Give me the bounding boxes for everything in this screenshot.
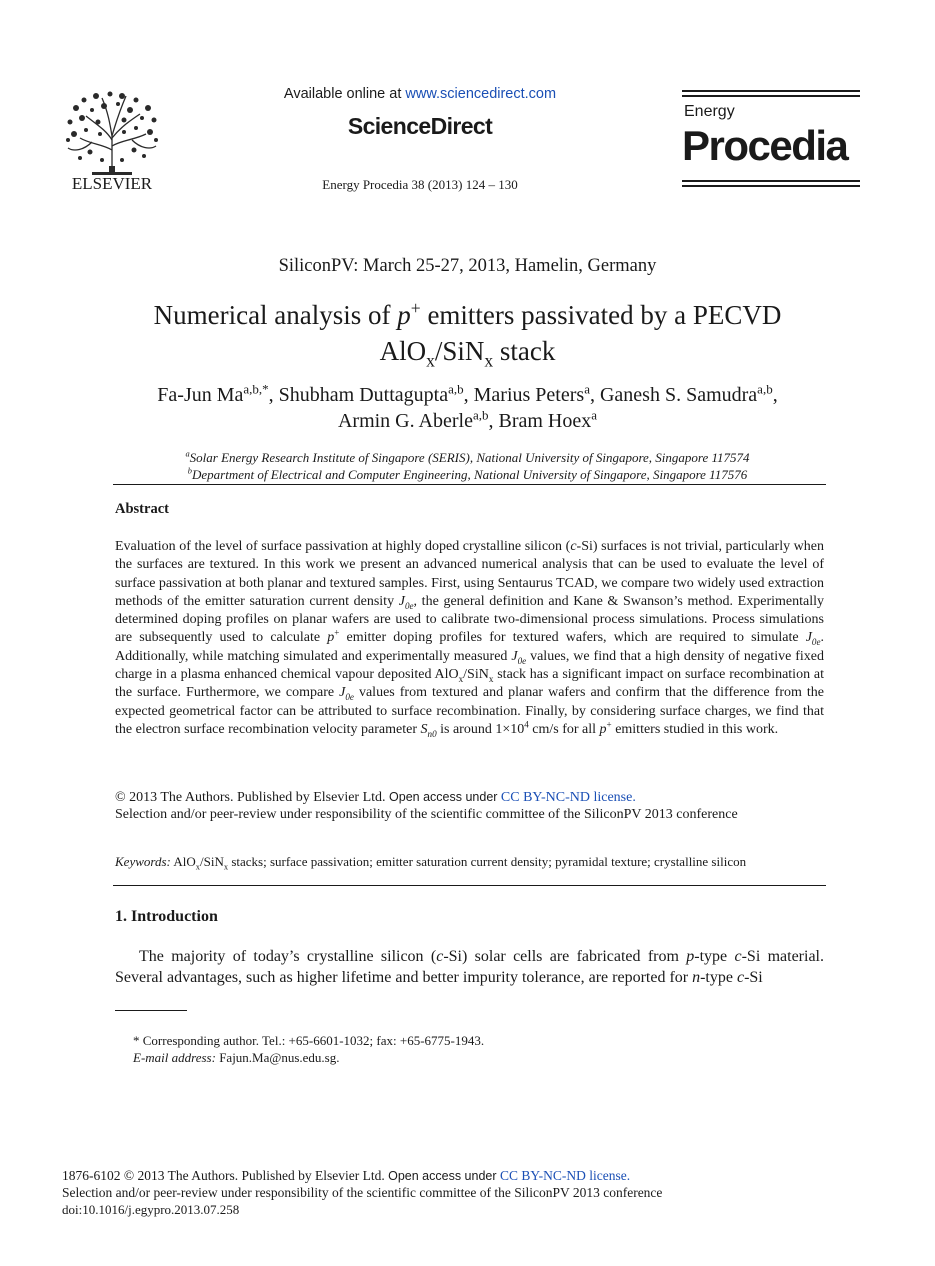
- logo-rule-bottom-1: [682, 180, 860, 182]
- author-name: Armin G. Aberle: [337, 410, 473, 432]
- title-text: /SiN: [434, 336, 485, 366]
- energy-procedia-logo: [682, 88, 860, 192]
- available-online-line: [200, 86, 640, 102]
- footnote-corresponding: * Corresponding author. Tel.: +65-6601-1032; fax: +65-6775-1943.: [133, 1033, 485, 1048]
- abstract-body: Evaluation of the level of surface passivation at highly doped crystalline silicon (c-Si) surfaces is not trivial, particularly when the surfaces are textured. In this work we present an advanced numerical analysis that can be used to evaluate the level of surface passivation at both planar and textured samples. First, using Sentaurus TCAD, we compare two widely used extraction methods of the emitter saturation current density $J_{0e}$, the general definition and Kane & Swanson’s method. Experimentally determined doping profiles on planar wafers are used to calibrate two-dimensional process simulations. Process simulations are subsequently used to calculate p+ emitter doping profiles for textured wafers, which are required to simulate $J_{0e}$. Additionally, while matching simulated and experimentally measured $J_{0e}$ values, we find that a high density of negative fixed charge in a plasma enhanced chemical vapour deposited AlO$_x$/SiN$_x$ stack has a significant impact on surface recombination at the surface. Furthermore, we compare $J_{0e}$ values from textured and planar wafers and confirm that the difference from the expected geometrical factor can be attributed to surface recombination. Finally, by considering surface charges, we find that the electron surface recombination velocity parameter $S_{n0}$ is around $1\times 10^4$ cm/s for all p+ emitters studied in this work.: [115, 539, 825, 739]
- introduction-paragraph: The majority of today’s crystalline silicon (c-Si) solar cells are fabricated from p-type c-Si material. Several advantages, such as higher lifetime and better impurity tolerance, are reported for n-type c-Si: [115, 948, 825, 986]
- paper-title-line-2: [0, 336, 935, 371]
- divider-top: [113, 484, 826, 485]
- author-affiliation: a: [591, 407, 598, 423]
- conference-line: SiliconPV: March 25-27, 2013, Hamelin, Germany: [278, 256, 657, 276]
- section-heading-introduction: 1. Introduction: [115, 908, 218, 925]
- license-link[interactable]: CC BY-NC-ND license.: [500, 790, 636, 805]
- author-affiliation: a,b: [757, 381, 773, 397]
- footer-peer-review: Selection and/or peer-review under responsibility of the scientific committee of the SiliconPV 2013 conference: [62, 1185, 663, 1200]
- logo-rule-top-1: [682, 90, 860, 92]
- author-affiliation: a,b: [472, 407, 489, 423]
- logo-energy-text: Energy: [684, 103, 735, 120]
- footnote-email: [133, 1050, 340, 1066]
- footer-copyright: [62, 1168, 630, 1184]
- journal-reference: Energy Procedia 38 (2013) 124 – 130: [322, 177, 518, 192]
- title-text: Numerical analysis of: [153, 300, 398, 330]
- author-name: Bram Hoex: [498, 410, 592, 432]
- affiliation-a: [0, 450, 935, 466]
- affiliation-mark: b: [187, 465, 192, 476]
- keywords-label: Keywords:: [115, 854, 171, 869]
- footnote-rule: [115, 1010, 187, 1011]
- author-name: Shubham Duttagupta: [278, 384, 449, 406]
- peer-review-line: Selection and/or peer-review under responsibility of the scientific committee of the SiliconPV 2013 conference: [115, 807, 738, 822]
- title-text: AlO: [379, 336, 427, 366]
- affiliation-text: Solar Energy Research Institute of Singapore (SERIS), National University of Singapore, Singapore 117574: [189, 450, 750, 465]
- author-list-line-1: Fa-Jun $Ma^{a,b,*}$, Shubham Duttagupta$^{a,b}$, Marius Peters$^a$, Ganesh S. Samudra$^{a,b}$,: [157, 381, 778, 406]
- abstract-heading: Abstract: [115, 501, 169, 517]
- title-text: stack: [493, 336, 556, 366]
- author-affiliation: a: [584, 381, 590, 397]
- logo-procedia-text: Procedia: [682, 122, 848, 169]
- footer-open-access: Open access under: [388, 1169, 500, 1183]
- title-text: emitters passivated by a PECVD: [420, 300, 782, 330]
- sciencedirect-link[interactable]: www.sciencedirect.com: [405, 86, 557, 102]
- title-sub: x: [484, 350, 494, 371]
- author-affiliation: a,b: [448, 381, 464, 397]
- affiliation-b: [0, 467, 935, 483]
- open-access-text: Open access under: [389, 790, 501, 804]
- tree-emblem-icon: [62, 88, 162, 192]
- footer-doi: doi:10.1016/j.egypro.2013.07.258: [62, 1202, 240, 1217]
- copyright-text: © 2013 The Authors. Published by Elsevier Ltd.: [115, 790, 390, 805]
- title-sub: x: [426, 350, 435, 371]
- elsevier-logo: [62, 88, 162, 192]
- keywords-line: Keywords: AlO$_x$/SiN$_x$ stacks; surface passivation; emitter saturation current density; pyramidal texture; crystalline silicon: [115, 854, 747, 872]
- author-list-line-2: Armin G. Aberle$^{a,b}$, Bram Hoex$^a$: [337, 407, 598, 432]
- author-name: Fa-Jun Ma: [157, 384, 244, 406]
- paper-title-line-1: [0, 300, 935, 331]
- title-p: p: [397, 300, 411, 330]
- footer-license-link[interactable]: CC BY-NC-ND license.: [500, 1168, 631, 1183]
- issn: 1876-6102: [62, 1168, 124, 1183]
- affiliation-mark: a: [185, 448, 190, 459]
- copyright-line: [115, 790, 636, 806]
- divider-bottom: [113, 885, 826, 886]
- elsevier-wordmark: ELSEVIER: [71, 174, 153, 192]
- author-affiliation: a,b,*: [243, 381, 269, 397]
- title-plus: +: [410, 298, 421, 318]
- logo-rule-bottom-2: [682, 185, 860, 187]
- email-label: E-mail address:: [133, 1050, 216, 1065]
- logo-rule-top-2: [682, 95, 860, 97]
- author-name: Marius Peters: [473, 384, 585, 406]
- affiliation-text: Department of Electrical and Computer Engineering, National University of Singapore, Singapore 117576: [192, 467, 748, 482]
- email-value: Fajun.Ma@nus.edu.sg.: [215, 1050, 340, 1065]
- sciencedirect-wordmark: ScienceDirect: [347, 113, 493, 139]
- author-name: Ganesh S. Samudra: [599, 384, 758, 406]
- footer-copyright-text: © 2013 The Authors. Published by Elsevier Ltd.: [123, 1168, 389, 1183]
- available-online-prefix: Available online at: [283, 86, 406, 102]
